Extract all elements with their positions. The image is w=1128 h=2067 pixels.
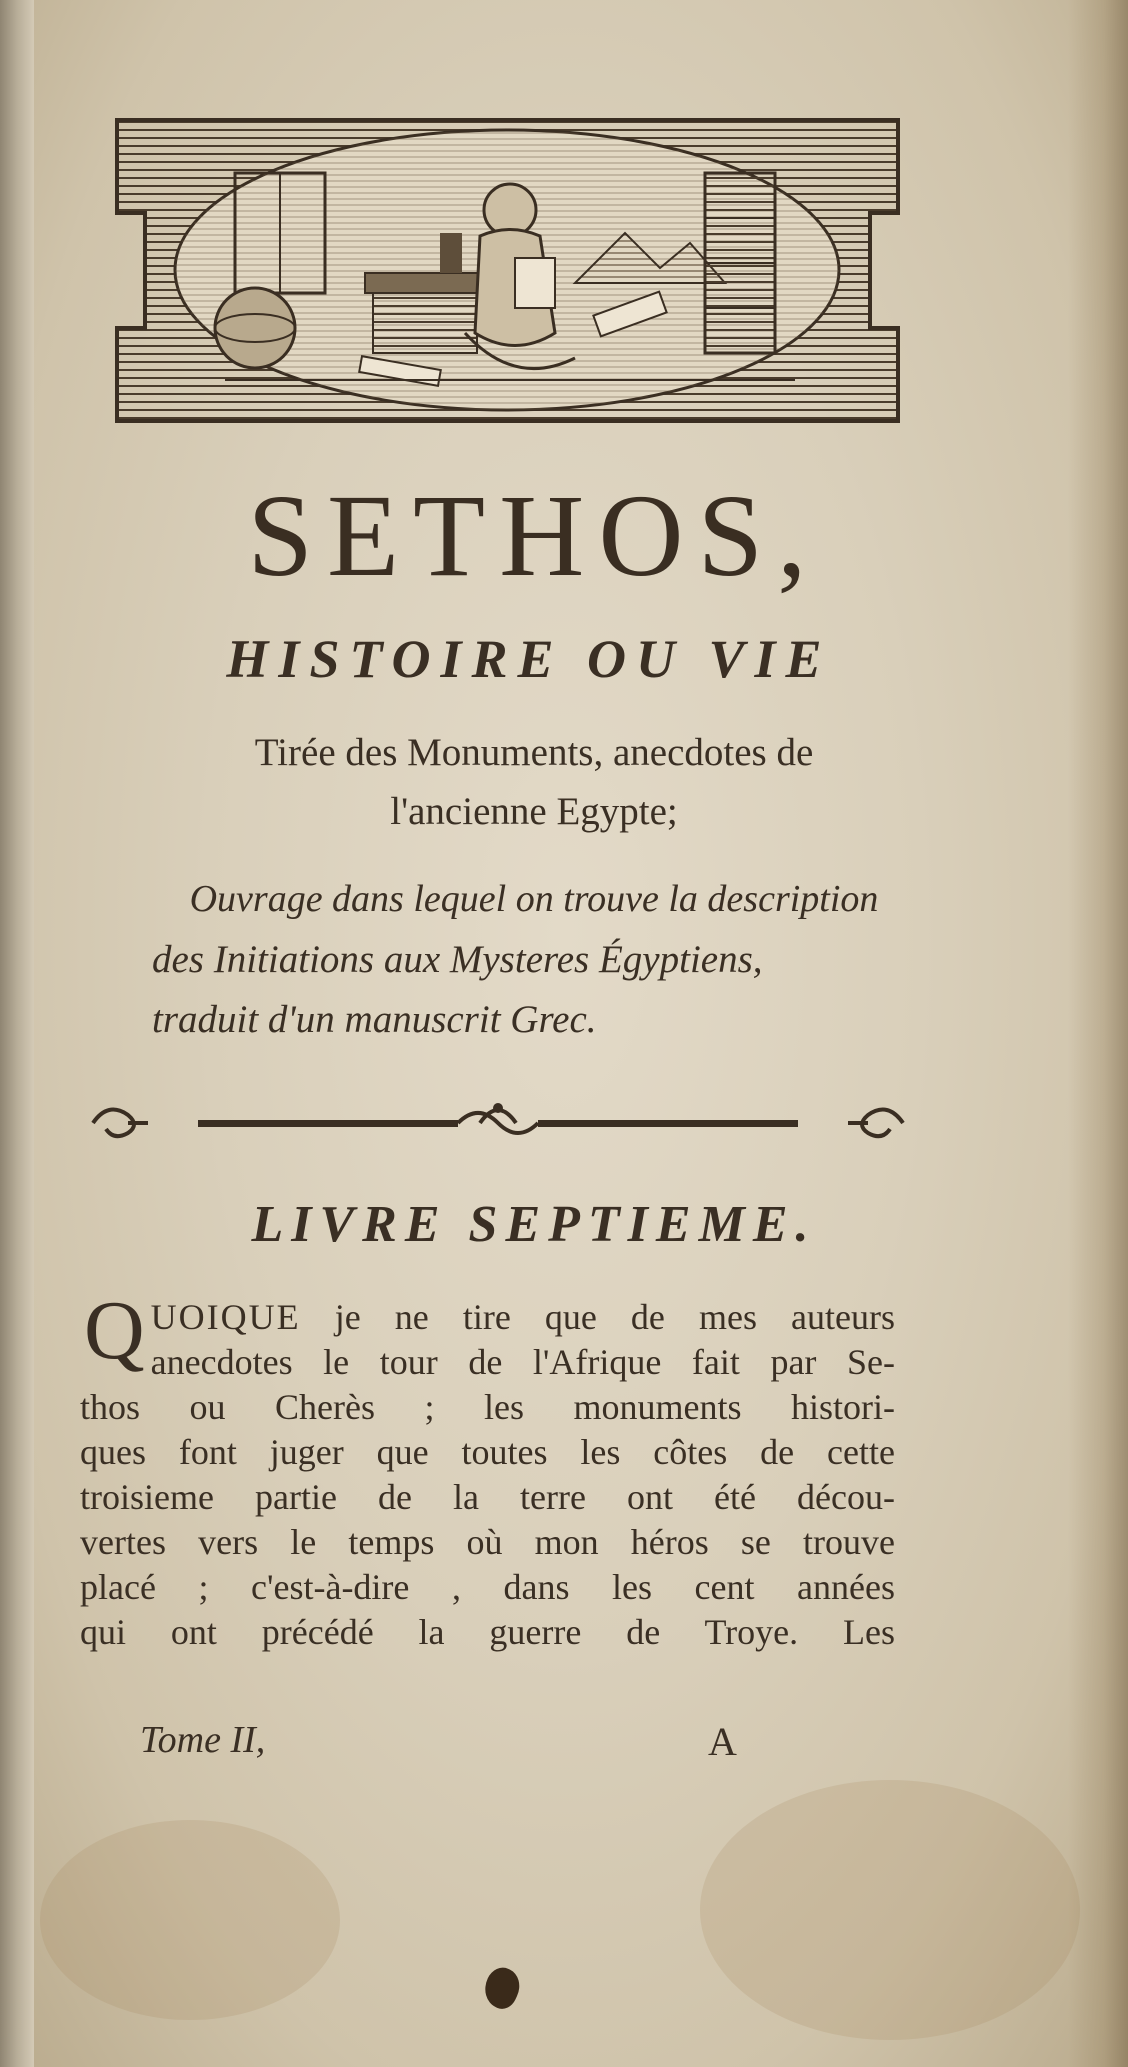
floral-rule-ornament-icon [88, 1098, 908, 1148]
engraved-headpiece [115, 118, 900, 423]
ouvrage-line: des Initiations aux Mysteres Égyptiens, [152, 938, 763, 981]
body-line: thos ou Cherès ; les monuments histori- [80, 1387, 895, 1427]
signature-mark: A [708, 1719, 737, 1764]
body-paragraph [80, 1284, 895, 1655]
engraved-scholar-vignette-icon [115, 118, 900, 423]
first-word: UOIQUE [150, 1297, 301, 1337]
body-line: placé ; c'est-à-dire , dans les cent années [80, 1567, 895, 1607]
ornamental-rule [88, 1098, 908, 1148]
volume-footer: Tome II, [140, 1719, 266, 1761]
foxing-stain [700, 1780, 1080, 2040]
description-line: l'ancienne Egypte; [390, 790, 678, 833]
book-subtitle: HISTOIRE OU VIE [226, 629, 832, 689]
foxing-stain [40, 1820, 340, 2020]
chapter-heading: LIVRE SEPTIEME. [251, 1196, 817, 1253]
description-line: Tirée des Monuments, anecdotes de [254, 731, 814, 774]
ouvrage-line: Ouvrage dans lequel on trouve la description [189, 878, 879, 920]
body-line: qui ont précédé la guerre de Troye. Les [80, 1612, 895, 1652]
body-line: troisieme partie de la terre ont été décou- [80, 1477, 895, 1517]
ouvrage-line: traduit d'un manuscrit Grec. [152, 998, 597, 1041]
page-gutter [0, 0, 34, 2067]
paper-hole [478, 1963, 526, 2014]
book-title: SETHOS, [247, 470, 821, 601]
body-line: anecdotes le tour de l'Afrique fait par Se- [150, 1342, 895, 1382]
page-edge-shadow [1068, 0, 1128, 2067]
body-line: ques font juger que toutes les côtes de cette [80, 1432, 895, 1472]
body-line: je ne tire que de mes auteurs [300, 1297, 895, 1337]
drop-cap: Q [84, 1284, 145, 1377]
body-line: vertes vers le temps où mon héros se trouve [80, 1522, 895, 1562]
